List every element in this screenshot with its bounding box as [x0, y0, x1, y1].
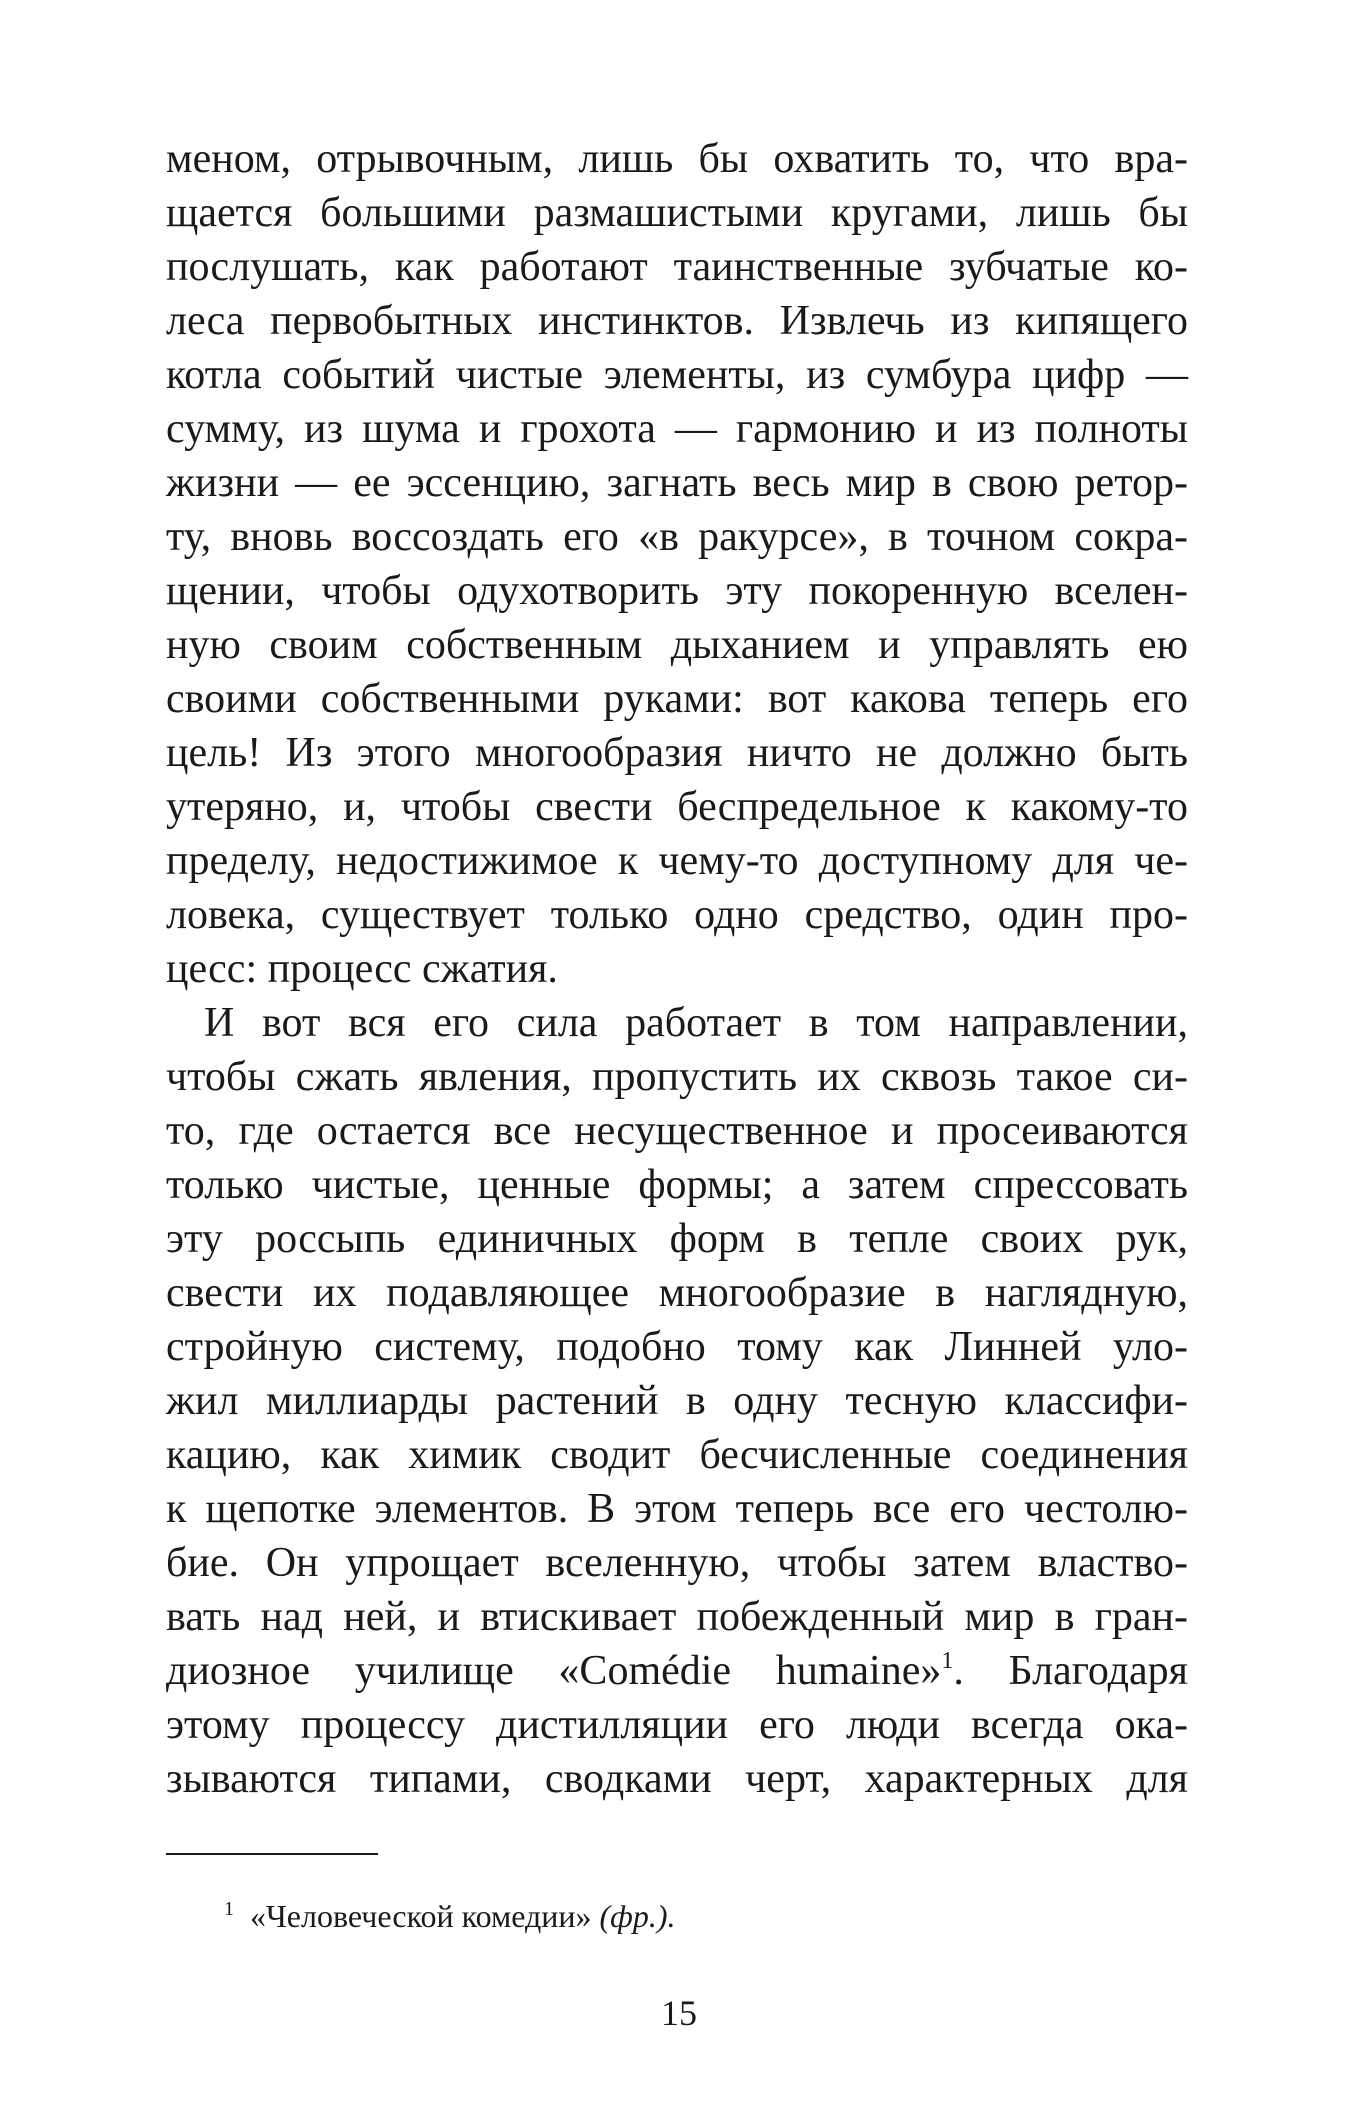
text-line: только чистые, ценные формы; а затем спрессовать	[166, 1162, 1188, 1208]
text-line: то, где остается все несущественное и просеиваются	[166, 1108, 1188, 1154]
footnote-language-note: (фр.).	[599, 1898, 676, 1934]
text-line: жизни — ее эссенцию, загнать весь мир в свою ретор-	[166, 460, 1188, 506]
text-line: вать над ней, и втискивает побежденный мир в гран-	[166, 1594, 1188, 1640]
text-line: И вот вся его сила работает в том направлении,	[204, 1000, 1188, 1046]
text-line: леса первобытных инстинктов. Извлечь из кипящего	[166, 298, 1188, 344]
text-line: бие. Он упрощает вселенную, чтобы затем властво-	[166, 1540, 1188, 1586]
text-line: ту, вновь воссоздать его «в ракурсе», в точном сокра-	[166, 514, 1188, 560]
text-line: кацию, как химик сводит бесчисленные соединения	[166, 1432, 1188, 1478]
text-line: пределу, недостижимое к чему-то доступному для че-	[166, 838, 1188, 884]
footnote-number: 1	[224, 1898, 234, 1920]
text-line: послушать, как работают таинственные зубчатые ко-	[166, 244, 1188, 290]
text-line: к щепотке элементов. В этом теперь все его честолю-	[166, 1486, 1188, 1532]
text-fragment: диозное училище «Comédie humaine»	[166, 1648, 942, 1694]
footnote-text: «Человеческой комедии»	[250, 1898, 600, 1934]
text-line: своими собственными руками: вот какова теперь его	[166, 676, 1188, 722]
footnote-reference[interactable]: 1	[941, 1648, 954, 1674]
text-line: щается большими размашистыми кругами, лишь бы	[166, 190, 1188, 236]
text-line: ловека, существует только одно средство, один про-	[166, 892, 1188, 938]
text-line: ную своим собственным дыханием и управлять ею	[166, 622, 1188, 668]
footnote-divider	[166, 1853, 378, 1855]
page-number: 15	[661, 1993, 697, 2033]
main-text	[166, 132, 1188, 1806]
text-line: котла событий чистые элементы, из сумбура цифр —	[166, 352, 1188, 398]
text-line: жил миллиарды растений в одну тесную классифи-	[166, 1378, 1188, 1424]
text-line: цель! Из этого многообразия ничто не должно быть	[166, 730, 1188, 776]
text-line: меном, отрывочным, лишь бы охватить то, что вра-	[166, 136, 1188, 182]
text-line: зываются типами, сводками черт, характерных для	[166, 1756, 1188, 1802]
text-line: щении, чтобы одухотворить эту покоренную вселен-	[166, 568, 1188, 614]
footnote	[224, 1896, 676, 1936]
text-line-with-footnote-ref	[166, 1644, 1188, 1698]
text-line: свести их подавляющее многообразие в наглядную,	[166, 1270, 1188, 1316]
text-fragment: . Благодаря	[953, 1648, 1188, 1694]
text-line: утеряно, и, чтобы свести беспредельное к какому-то	[166, 784, 1188, 830]
text-line: стройную систему, подобно тому как Линней уло-	[166, 1324, 1188, 1370]
text-line: цесс: процесс сжатия.	[166, 946, 558, 992]
text-line: чтобы сжать явления, пропустить их сквозь такое си-	[166, 1054, 1188, 1100]
text-line: сумму, из шума и грохота — гармонию и из полноты	[166, 406, 1188, 452]
text-line: эту россыпь единичных форм в тепле своих рук,	[166, 1216, 1188, 1262]
text-line: этому процессу дистилляции его люди всегда ока-	[166, 1702, 1188, 1748]
